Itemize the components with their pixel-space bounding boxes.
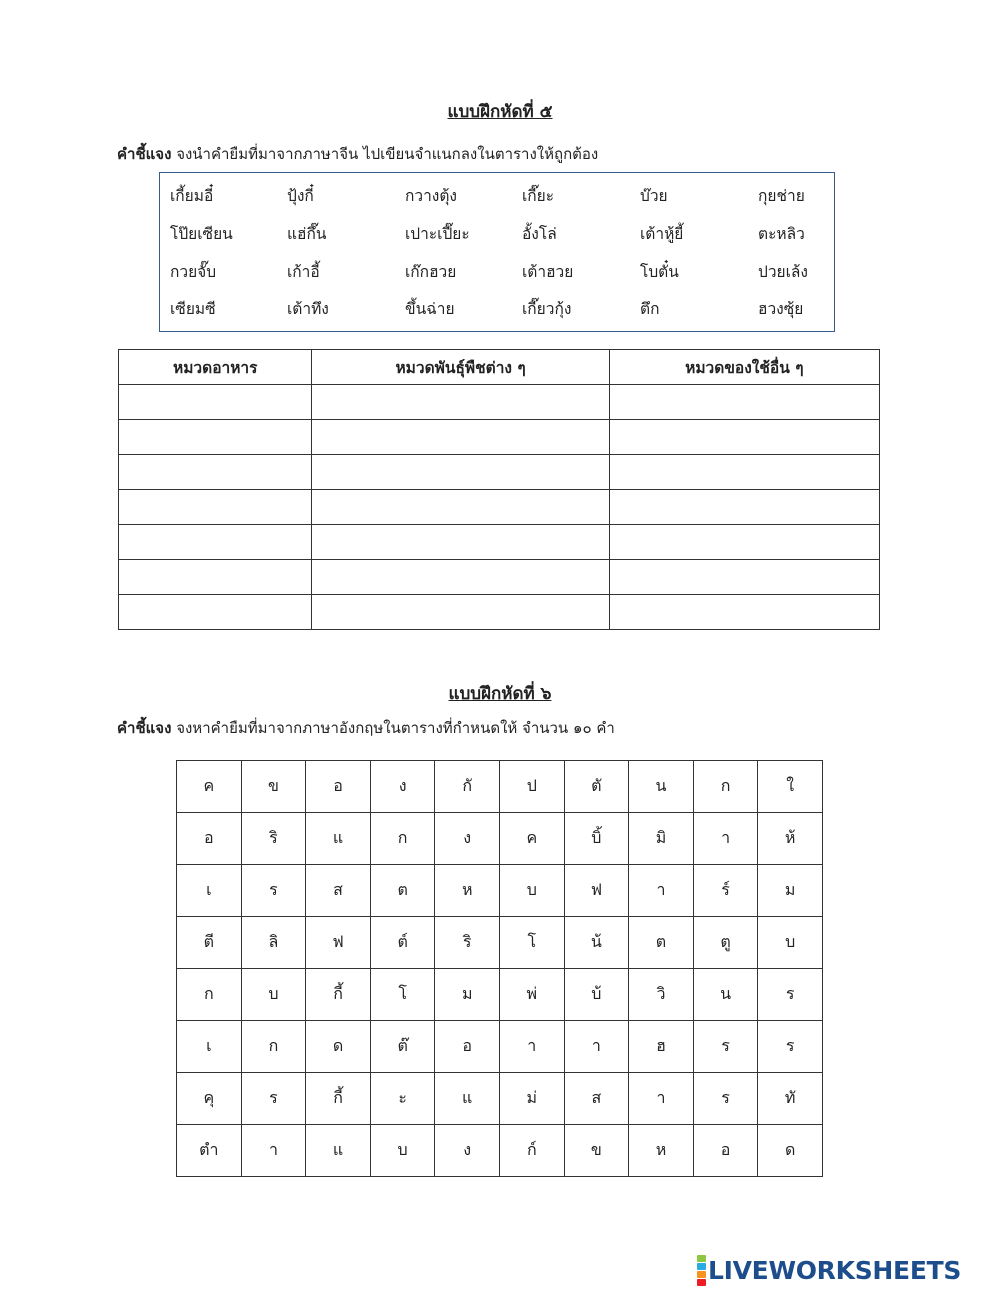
word-bank-item: เก้าอี้ <box>287 263 320 281</box>
grid-row <box>177 813 823 865</box>
grid-row <box>177 1073 823 1125</box>
grid-cell[interactable]: ด <box>306 1021 371 1073</box>
answer-row <box>119 385 880 420</box>
grid-cell[interactable]: ฟ <box>564 865 629 917</box>
grid-cell[interactable]: ร <box>241 1073 306 1125</box>
grid-cell[interactable]: ลิ <box>241 917 306 969</box>
grid-cell[interactable]: บ <box>758 917 823 969</box>
grid-row <box>177 865 823 917</box>
grid-cell[interactable]: ร <box>758 1021 823 1073</box>
word-bank-item: เต้าหู้ยี้ <box>640 225 684 243</box>
grid-cell[interactable]: แ <box>306 813 371 865</box>
grid-cell[interactable]: อ <box>435 1021 500 1073</box>
grid-cell[interactable]: ง <box>370 761 435 813</box>
header-plants: หมวดพันธุ์พืชต่าง ๆ <box>312 350 609 385</box>
answer-cell[interactable] <box>609 420 879 455</box>
grid-cell[interactable]: ง <box>435 813 500 865</box>
answer-cell[interactable] <box>119 420 312 455</box>
grid-cell[interactable]: ต๊ <box>370 1021 435 1073</box>
category-table <box>118 349 880 630</box>
word-bank-item: ตึก <box>640 300 660 318</box>
word-bank-item: ขึ้นฉ่าย <box>405 300 455 318</box>
instruction-label: คำชี้แจง <box>117 145 172 163</box>
grid-cell[interactable]: ค <box>500 813 565 865</box>
grid-cell[interactable]: ส <box>306 865 371 917</box>
word-bank-item: ปวยเล้ง <box>758 263 808 281</box>
instruction-label: คำชี้แจง <box>117 719 172 737</box>
header-other-items: หมวดของใช้อื่น ๆ <box>609 350 879 385</box>
answer-cell[interactable] <box>312 595 609 630</box>
answer-cell[interactable] <box>312 525 609 560</box>
exercise6-instruction <box>117 716 615 740</box>
word-bank-item: เกี๊ยวกุ้ง <box>522 300 572 318</box>
word-bank-item: เกี๊ยะ <box>522 187 555 205</box>
grid-cell[interactable]: บ้ <box>564 969 629 1021</box>
grid-row <box>177 969 823 1021</box>
grid-cell[interactable]: า <box>564 1021 629 1073</box>
grid-cell[interactable]: กั <box>435 761 500 813</box>
answer-cell[interactable] <box>312 385 609 420</box>
grid-cell[interactable]: ทั <box>758 1073 823 1125</box>
grid-cell[interactable]: ข <box>241 761 306 813</box>
grid-cell[interactable]: บ <box>370 1125 435 1177</box>
word-bank-item: โป๊ยเซียน <box>170 225 233 243</box>
word-bank-item: กวยจั๊บ <box>170 263 217 281</box>
grid-cell[interactable]: แ <box>306 1125 371 1177</box>
word-bank-item: โบตั๋น <box>640 263 679 281</box>
exercise5-instruction <box>117 142 598 166</box>
grid-cell[interactable]: โ <box>500 917 565 969</box>
answer-row <box>119 490 880 525</box>
grid-cell[interactable]: ต <box>629 917 694 969</box>
word-bank-item: เก๊กฮวย <box>405 263 457 281</box>
grid-cell[interactable]: ก <box>370 813 435 865</box>
grid-cell[interactable]: มิ <box>629 813 694 865</box>
grid-cell[interactable]: ม่ <box>500 1073 565 1125</box>
grid-cell[interactable]: บ <box>241 969 306 1021</box>
grid-cell[interactable]: ร <box>758 969 823 1021</box>
grid-cell[interactable]: ค <box>177 761 242 813</box>
answer-cell[interactable] <box>119 385 312 420</box>
answer-row <box>119 595 880 630</box>
grid-cell[interactable]: อ <box>177 813 242 865</box>
grid-cell[interactable]: ตั <box>564 761 629 813</box>
logo-mark-icon <box>697 1254 706 1286</box>
instruction-text: จงหาคำยืมที่มาจากภาษาอังกฤษในตารางที่กำหนดให้ จำนวน ๑๐ คำ <box>171 719 615 737</box>
word-bank-item: เต้าฮวย <box>522 263 574 281</box>
grid-cell[interactable]: ห้ <box>758 813 823 865</box>
logo-text: LIVEWORKSHEETS <box>708 1255 962 1285</box>
answer-row <box>119 560 880 595</box>
grid-cell[interactable]: น้ <box>564 917 629 969</box>
grid-cell[interactable]: น <box>693 969 758 1021</box>
grid-cell[interactable]: กี้ <box>306 1073 371 1125</box>
logo-block <box>697 1271 706 1278</box>
grid-cell[interactable]: ตู <box>693 917 758 969</box>
grid-cell[interactable]: ม <box>435 969 500 1021</box>
word-bank-item: เซียมซี <box>170 300 216 318</box>
answer-cell[interactable] <box>609 560 879 595</box>
grid-cell[interactable]: ก <box>177 969 242 1021</box>
grid-cell[interactable]: ด <box>758 1125 823 1177</box>
grid-row <box>177 917 823 969</box>
grid-cell[interactable]: แ <box>435 1073 500 1125</box>
word-bank-item: เกี้ยมอี๋ <box>170 187 214 205</box>
grid-row <box>177 761 823 813</box>
grid-cell[interactable]: ริ <box>435 917 500 969</box>
answer-cell[interactable] <box>609 455 879 490</box>
word-search-grid <box>176 760 823 1177</box>
grid-cell[interactable]: ริ <box>241 813 306 865</box>
word-bank-item: กุยช่าย <box>758 187 805 205</box>
answer-cell[interactable] <box>119 455 312 490</box>
header-food: หมวดอาหาร <box>119 350 312 385</box>
grid-cell[interactable]: ร์ <box>693 865 758 917</box>
grid-cell[interactable]: ตี <box>177 917 242 969</box>
word-bank-item: บ๊วย <box>640 187 668 205</box>
word-bank-item: อั้งโล่ <box>522 225 557 243</box>
grid-cell[interactable]: เ <box>177 1021 242 1073</box>
grid-cell[interactable]: อ <box>693 1125 758 1177</box>
grid-cell[interactable]: วิ <box>629 969 694 1021</box>
grid-cell[interactable]: ร <box>693 1021 758 1073</box>
answer-cell[interactable] <box>312 560 609 595</box>
grid-cell[interactable]: พ่ <box>500 969 565 1021</box>
answer-cell[interactable] <box>609 490 879 525</box>
exercise6-title: แบบฝึกหัดที่ ๖ <box>448 684 552 704</box>
logo-block <box>697 1263 706 1270</box>
answer-row <box>119 525 880 560</box>
answer-row <box>119 420 880 455</box>
grid-cell[interactable]: ร <box>693 1073 758 1125</box>
grid-cell[interactable]: ะ <box>370 1073 435 1125</box>
grid-cell[interactable]: ฮ <box>629 1021 694 1073</box>
logo-block <box>697 1279 706 1286</box>
liveworksheets-logo <box>697 1255 961 1285</box>
answer-cell[interactable] <box>119 595 312 630</box>
grid-cell[interactable]: บิ้ <box>564 813 629 865</box>
word-bank-item: ปุ้งกี๋ <box>287 187 314 205</box>
answer-cell[interactable] <box>119 560 312 595</box>
answer-cell[interactable] <box>312 420 609 455</box>
grid-cell[interactable]: ก <box>241 1021 306 1073</box>
grid-cell[interactable]: ข <box>564 1125 629 1177</box>
word-bank <box>159 172 835 332</box>
grid-cell[interactable]: ป <box>500 761 565 813</box>
instruction-text: จงนำคำยืมที่มาจากภาษาจีน ไปเขียนจำแนกลงในตารางให้ถูกต้อง <box>171 145 599 163</box>
grid-cell[interactable]: กี้ <box>306 969 371 1021</box>
word-bank-item: เต้าทึง <box>287 300 329 318</box>
grid-cell[interactable]: ก <box>693 761 758 813</box>
grid-cell[interactable]: ร <box>241 865 306 917</box>
answer-cell[interactable] <box>119 490 312 525</box>
grid-cell[interactable]: า <box>629 865 694 917</box>
grid-row <box>177 1021 823 1073</box>
answer-cell[interactable] <box>609 595 879 630</box>
answer-cell[interactable] <box>609 525 879 560</box>
grid-cell[interactable]: า <box>241 1125 306 1177</box>
grid-cell[interactable]: บ <box>500 865 565 917</box>
grid-cell[interactable]: ใ <box>758 761 823 813</box>
word-bank-item: กวางตุ้ง <box>405 187 457 205</box>
grid-cell[interactable]: โ <box>370 969 435 1021</box>
grid-cell[interactable]: ตำ <box>177 1125 242 1177</box>
grid-cell[interactable]: ง <box>435 1125 500 1177</box>
word-bank-item: ตะหลิว <box>758 225 805 243</box>
grid-cell[interactable]: า <box>629 1073 694 1125</box>
grid-cell[interactable]: า <box>500 1021 565 1073</box>
grid-cell[interactable]: อ <box>306 761 371 813</box>
grid-row <box>177 1125 823 1177</box>
grid-cell[interactable]: ม <box>758 865 823 917</box>
grid-cell[interactable]: ส <box>564 1073 629 1125</box>
answer-row <box>119 455 880 490</box>
word-bank-item: แฮ่กึ๊น <box>287 225 327 243</box>
answer-cell[interactable] <box>609 385 879 420</box>
grid-cell[interactable]: ห <box>629 1125 694 1177</box>
grid-cell[interactable]: ก์ <box>500 1125 565 1177</box>
answer-cell[interactable] <box>312 490 609 525</box>
exercise5-title: แบบฝึกหัดที่ ๕ <box>447 102 553 122</box>
word-bank-item: ฮวงซุ้ย <box>758 300 804 318</box>
word-bank-item: เปาะเปี๊ยะ <box>405 225 470 243</box>
grid-cell[interactable]: า <box>693 813 758 865</box>
grid-cell[interactable]: ห <box>435 865 500 917</box>
grid-cell[interactable]: คุ <box>177 1073 242 1125</box>
logo-block <box>697 1255 706 1262</box>
grid-cell[interactable]: ต์ <box>370 917 435 969</box>
grid-cell[interactable]: น <box>629 761 694 813</box>
answer-cell[interactable] <box>119 525 312 560</box>
grid-cell[interactable]: ฟ <box>306 917 371 969</box>
grid-cell[interactable]: ต <box>370 865 435 917</box>
grid-cell[interactable]: เ <box>177 865 242 917</box>
answer-cell[interactable] <box>312 455 609 490</box>
